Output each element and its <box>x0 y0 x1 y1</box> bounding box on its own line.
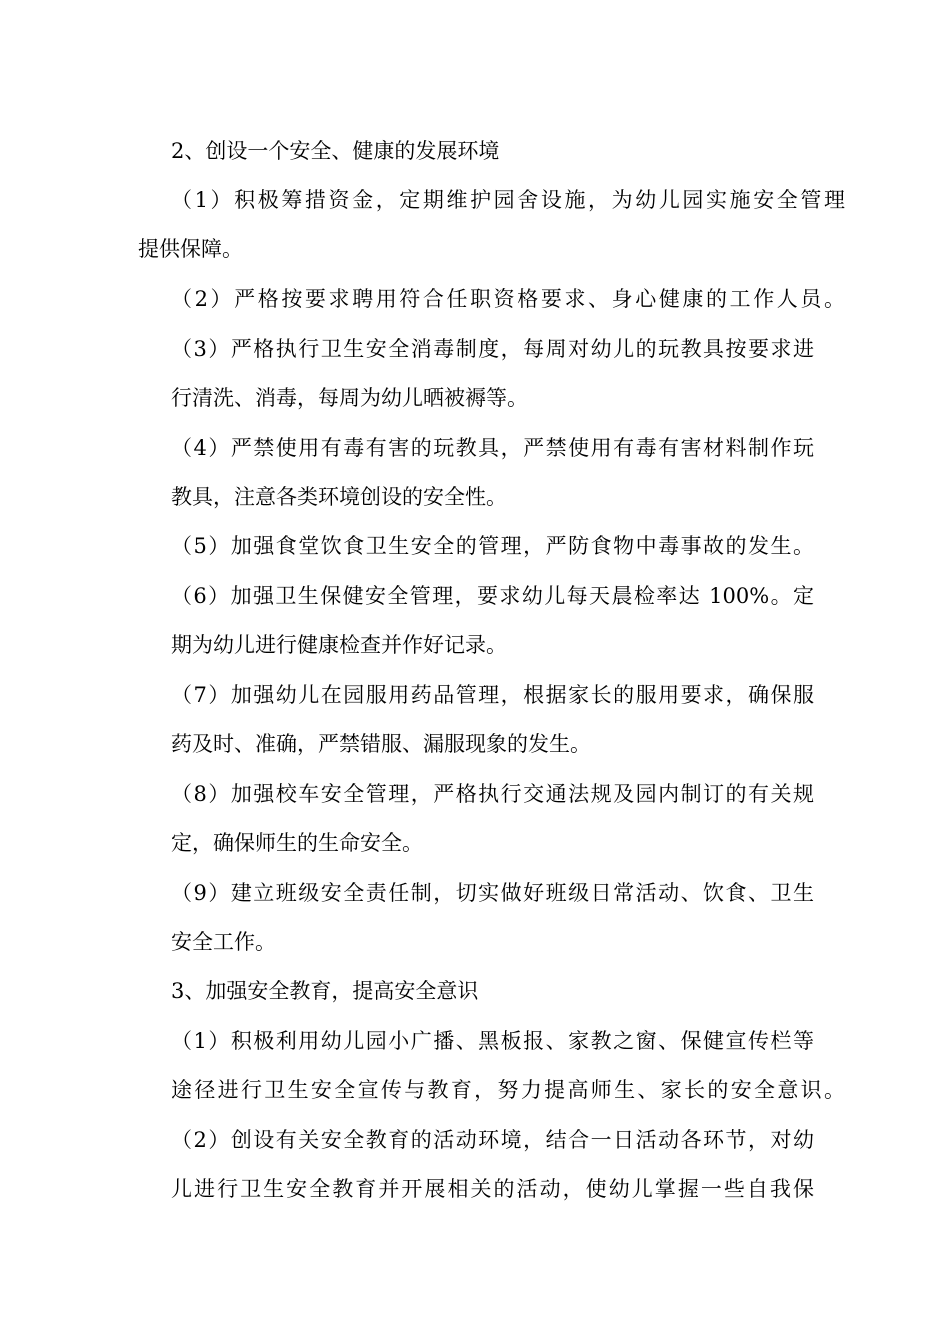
paragraph-line: 药及时、准确，严禁错服、漏服现象的发生。 <box>171 732 591 756</box>
paragraph-line: （4）严禁使用有毒有害的玩教具，严禁使用有毒有害材料制作玩 <box>171 436 814 460</box>
paragraph-line: （3）严格执行卫生安全消毒制度，每周对幼儿的玩教具按要求进 <box>171 337 814 361</box>
paragraph-line: 定，确保师生的生命安全。 <box>171 831 423 855</box>
paragraph-line: 儿进行卫生安全教育并开展相关的活动，使幼儿掌握一些自我保 <box>171 1177 814 1201</box>
paragraph-line: （7）加强幼儿在园服用药品管理，根据家长的服用要求，确保服 <box>171 683 814 707</box>
section-heading-2: 2、创设一个安全、健康的发展环境 <box>171 139 500 163</box>
section-heading-3: 3、加强安全教育，提高安全意识 <box>171 979 479 1003</box>
paragraph-line: 途径进行卫生安全宣传与教育，努力提高师生、家长的安全意识。 <box>171 1078 845 1102</box>
paragraph-line: （1）积极筹措资金，定期维护园舍设施，为幼儿园实施安全管理 <box>171 188 845 212</box>
paragraph-line: （5）加强食堂饮食卫生安全的管理，严防食物中毒事故的发生。 <box>171 534 814 558</box>
paragraph-line: 安全工作。 <box>171 930 276 954</box>
paragraph-line: 教具，注意各类环境创设的安全性。 <box>171 485 507 509</box>
paragraph-line: （8）加强校车安全管理，严格执行交通法规及园内制订的有关规 <box>171 782 814 806</box>
paragraph-line: 提供保障。 <box>138 237 243 261</box>
paragraph-line: 行清洗、消毒，每周为幼儿晒被褥等。 <box>171 386 528 410</box>
paragraph-line: （6）加强卫生保健安全管理，要求幼儿每天晨检率达 100%。定 <box>171 584 814 608</box>
paragraph-line: （2）创设有关安全教育的活动环境，结合一日活动各环节，对幼 <box>171 1128 814 1152</box>
paragraph-line: 期为幼儿进行健康检查并作好记录。 <box>171 633 507 657</box>
paragraph-line: （9）建立班级安全责任制，切实做好班级日常活动、饮食、卫生 <box>171 881 814 905</box>
paragraph-line: （2）严格按要求聘用符合任职资格要求、身心健康的工作人员。 <box>171 287 845 311</box>
paragraph-line: （1）积极利用幼儿园小广播、黑板报、家教之窗、保健宣传栏等 <box>171 1029 814 1053</box>
